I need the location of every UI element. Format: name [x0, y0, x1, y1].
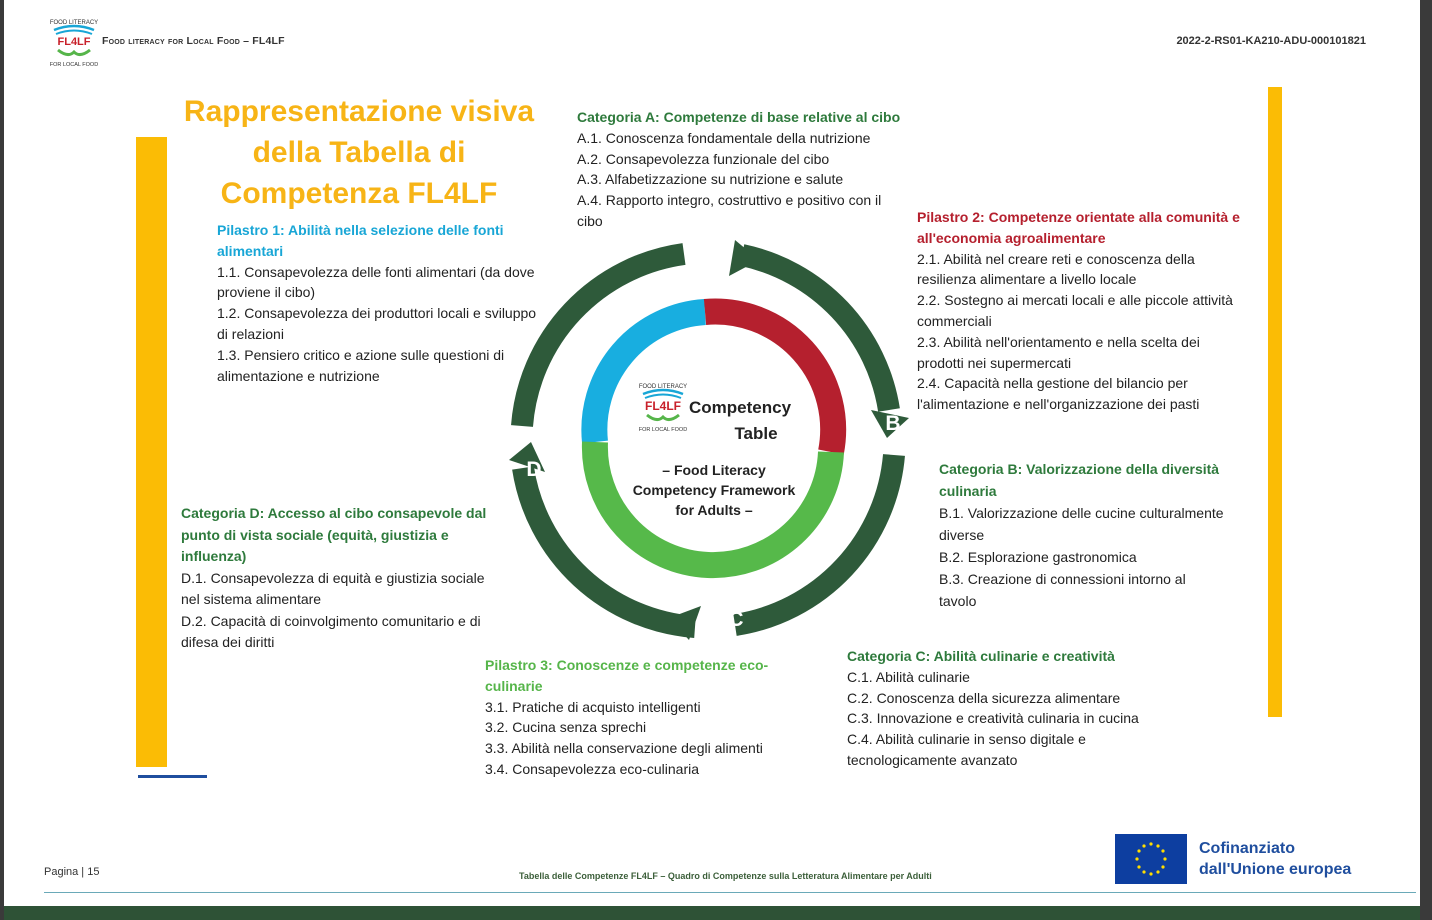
page-title — [174, 91, 544, 214]
categoria-b-title: culinaria — [939, 483, 997, 499]
list-item: C.4. Abilità culinarie in senso digitale e — [847, 731, 1086, 748]
list-item: commerciali — [917, 312, 992, 329]
categoria-a-block — [577, 107, 900, 232]
categoria-d-title: punto di vista sociale (equità, giustizia e — [181, 526, 449, 543]
list-item: tavolo — [939, 593, 977, 609]
list-item: 2.2. Sostegno ai mercati locali e alle piccole attività — [917, 292, 1233, 309]
pilastro-3-title: Pilastro 3: Conoscenze e competenze eco- — [485, 657, 769, 673]
inner-logo-top-arc: FOOD LITERACY — [638, 384, 688, 390]
center-title-line: Competency — [689, 398, 792, 417]
footer-band — [4, 906, 1420, 920]
yellow-bar-right — [1268, 87, 1282, 717]
list-item: nel sistema alimentare — [181, 591, 322, 607]
pilastro-2-title: all'economia agroalimentare — [917, 229, 1106, 246]
arrow-head-a — [729, 240, 759, 276]
list-item: 2.3. Abilità nell'orientamento e nella scelta dei — [917, 333, 1200, 350]
list-item: 1.3. Pensiero critico e azione sulle questioni di — [217, 346, 505, 363]
center-title-line: Table — [734, 424, 778, 443]
blue-accent-line — [138, 775, 207, 778]
categoria-d-title: influenza) — [181, 548, 247, 564]
pilastro-1-title: Pilastro 1: Abilità nella selezione delle fonti — [217, 222, 504, 238]
pilastro-3-title: culinarie — [485, 677, 543, 694]
logo-top-arc: FOOD LITERACY — [49, 20, 99, 26]
list-item: diverse — [939, 527, 985, 543]
center-subtitle-line: for Adults – — [675, 502, 753, 518]
logo-main: FL4LF — [57, 36, 91, 48]
categoria-b-title: Categoria B: Valorizzazione della diversità — [939, 461, 1220, 477]
list-item: 3.1. Pratiche di acquisto intelligenti — [485, 698, 701, 715]
inner-logo-main: FL4LF — [645, 399, 681, 413]
competency-ring-diagram — [509, 240, 909, 640]
pilastro-1-title: alimentari — [217, 242, 284, 259]
footer-caption: Tabella delle Competenze FL4LF – Quadro di Competenze sulla Letteratura Alimentare per Adulti — [519, 871, 932, 881]
center-subtitle-line: Competency Framework — [632, 482, 796, 498]
list-item: tecnologicamente avanzato — [847, 751, 1018, 768]
list-item: cibo — [577, 212, 603, 229]
list-item: 2.4. Capacità nella gestione del bilancio per — [917, 375, 1188, 392]
list-item: C.2. Conoscenza della sicurezza alimentare — [847, 689, 1121, 706]
page-number: Pagina | 15 — [44, 866, 100, 878]
center-title — [689, 395, 791, 447]
list-item: A.1. Conoscenza fondamentale della nutrizione — [577, 129, 871, 146]
categoria-b-block — [939, 458, 1224, 612]
ring-letter-c: C — [728, 608, 744, 631]
list-item: A.3. Alfabetizzazione su nutrizione e salute — [577, 171, 844, 188]
list-item: B.1. Valorizzazione delle cucine culturalmente — [939, 505, 1224, 521]
categoria-c-title: Categoria C: Abilità culinarie e creatività — [847, 648, 1115, 664]
categoria-c-block — [847, 646, 1139, 771]
inner-logo-bottom-arc: FOR LOCAL FOOD — [638, 427, 688, 433]
eu-text-line: Cofinanziato — [1199, 840, 1295, 857]
categoria-d-title: Categoria D: Accesso al cibo consapevole dal — [181, 505, 487, 521]
eu-cofunding-label — [1199, 838, 1351, 880]
logo-bottom-arc: FOR LOCAL FOOD — [49, 62, 99, 68]
pilastro-3-block — [485, 655, 768, 780]
eu-flag-icon — [1115, 834, 1187, 884]
list-item: 3.4. Consapevolezza eco-culinaria — [485, 760, 700, 777]
list-item: difesa dei diritti — [181, 634, 275, 650]
list-item: di relazioni — [217, 325, 284, 342]
title-line: Rappresentazione visiva — [183, 95, 535, 128]
categoria-d-block — [181, 503, 486, 654]
list-item: B.2. Esplorazione gastronomica — [939, 549, 1137, 565]
ring-letter-a: A — [691, 248, 707, 271]
document-page — [4, 0, 1420, 920]
list-item: 1.2. Consapevolezza dei produttori locali e sviluppo — [217, 305, 537, 322]
eu-text-line: dall'Unione europea — [1199, 861, 1352, 878]
pilastro-2-block — [917, 207, 1240, 415]
project-code: 2022-2-RS01-KA210-ADU-000101821 — [1176, 35, 1366, 47]
list-item: proviene il cibo) — [217, 284, 316, 301]
list-item: 1.1. Consapevolezza delle fonti alimentari (da dove — [217, 263, 535, 280]
fl4lf-logo — [46, 14, 102, 72]
ring-letter-b: B — [885, 412, 901, 435]
list-item: C.3. Innovazione e creatività culinaria in cucina — [847, 710, 1139, 727]
list-item: D.2. Capacità di coinvolgimento comunitario e di — [181, 612, 481, 629]
pilastro-2-title: Pilastro 2: Competenze orientate alla comunità e — [917, 209, 1240, 225]
list-item: resilienza alimentare a livello locale — [917, 271, 1137, 288]
ring-letter-d: D — [526, 458, 542, 481]
list-item: A.2. Consapevolezza funzionale del cibo — [577, 150, 830, 167]
center-subtitle — [619, 460, 809, 520]
list-item: D.1. Consapevolezza di equità e giustizia sociale — [181, 569, 485, 586]
list-item: A.4. Rapporto integro, costruttivo e positivo con il — [577, 192, 882, 209]
title-line: Competenza FL4LF — [220, 177, 498, 210]
list-item: l'alimentazione e nell'organizzazione dei pasti — [917, 396, 1200, 413]
header-title: Food literacy for Local Food – FL4LF — [102, 35, 285, 47]
list-item: B.3. Creazione di connessioni intorno al — [939, 571, 1186, 587]
title-line: della Tabella di — [252, 136, 466, 169]
inner-fl4lf-logo — [635, 378, 691, 436]
list-item: C.1. Abilità culinarie — [847, 668, 970, 685]
list-item: 2.1. Abilità nel creare reti e conoscenza della — [917, 250, 1195, 267]
categoria-a-title: Categoria A: Competenze di base relative al cibo — [577, 109, 901, 125]
pilastro-1-block — [217, 220, 536, 386]
center-subtitle-line: – Food Literacy — [662, 462, 766, 478]
yellow-bar-left — [136, 137, 167, 767]
list-item: 3.2. Cucina senza sprechi — [485, 719, 647, 736]
list-item: 3.3. Abilità nella conservazione degli alimenti — [485, 740, 763, 757]
list-item: prodotti nei supermercati — [917, 354, 1072, 371]
footer-divider — [44, 892, 1416, 893]
list-item: alimentazione e nutrizione — [217, 367, 380, 384]
